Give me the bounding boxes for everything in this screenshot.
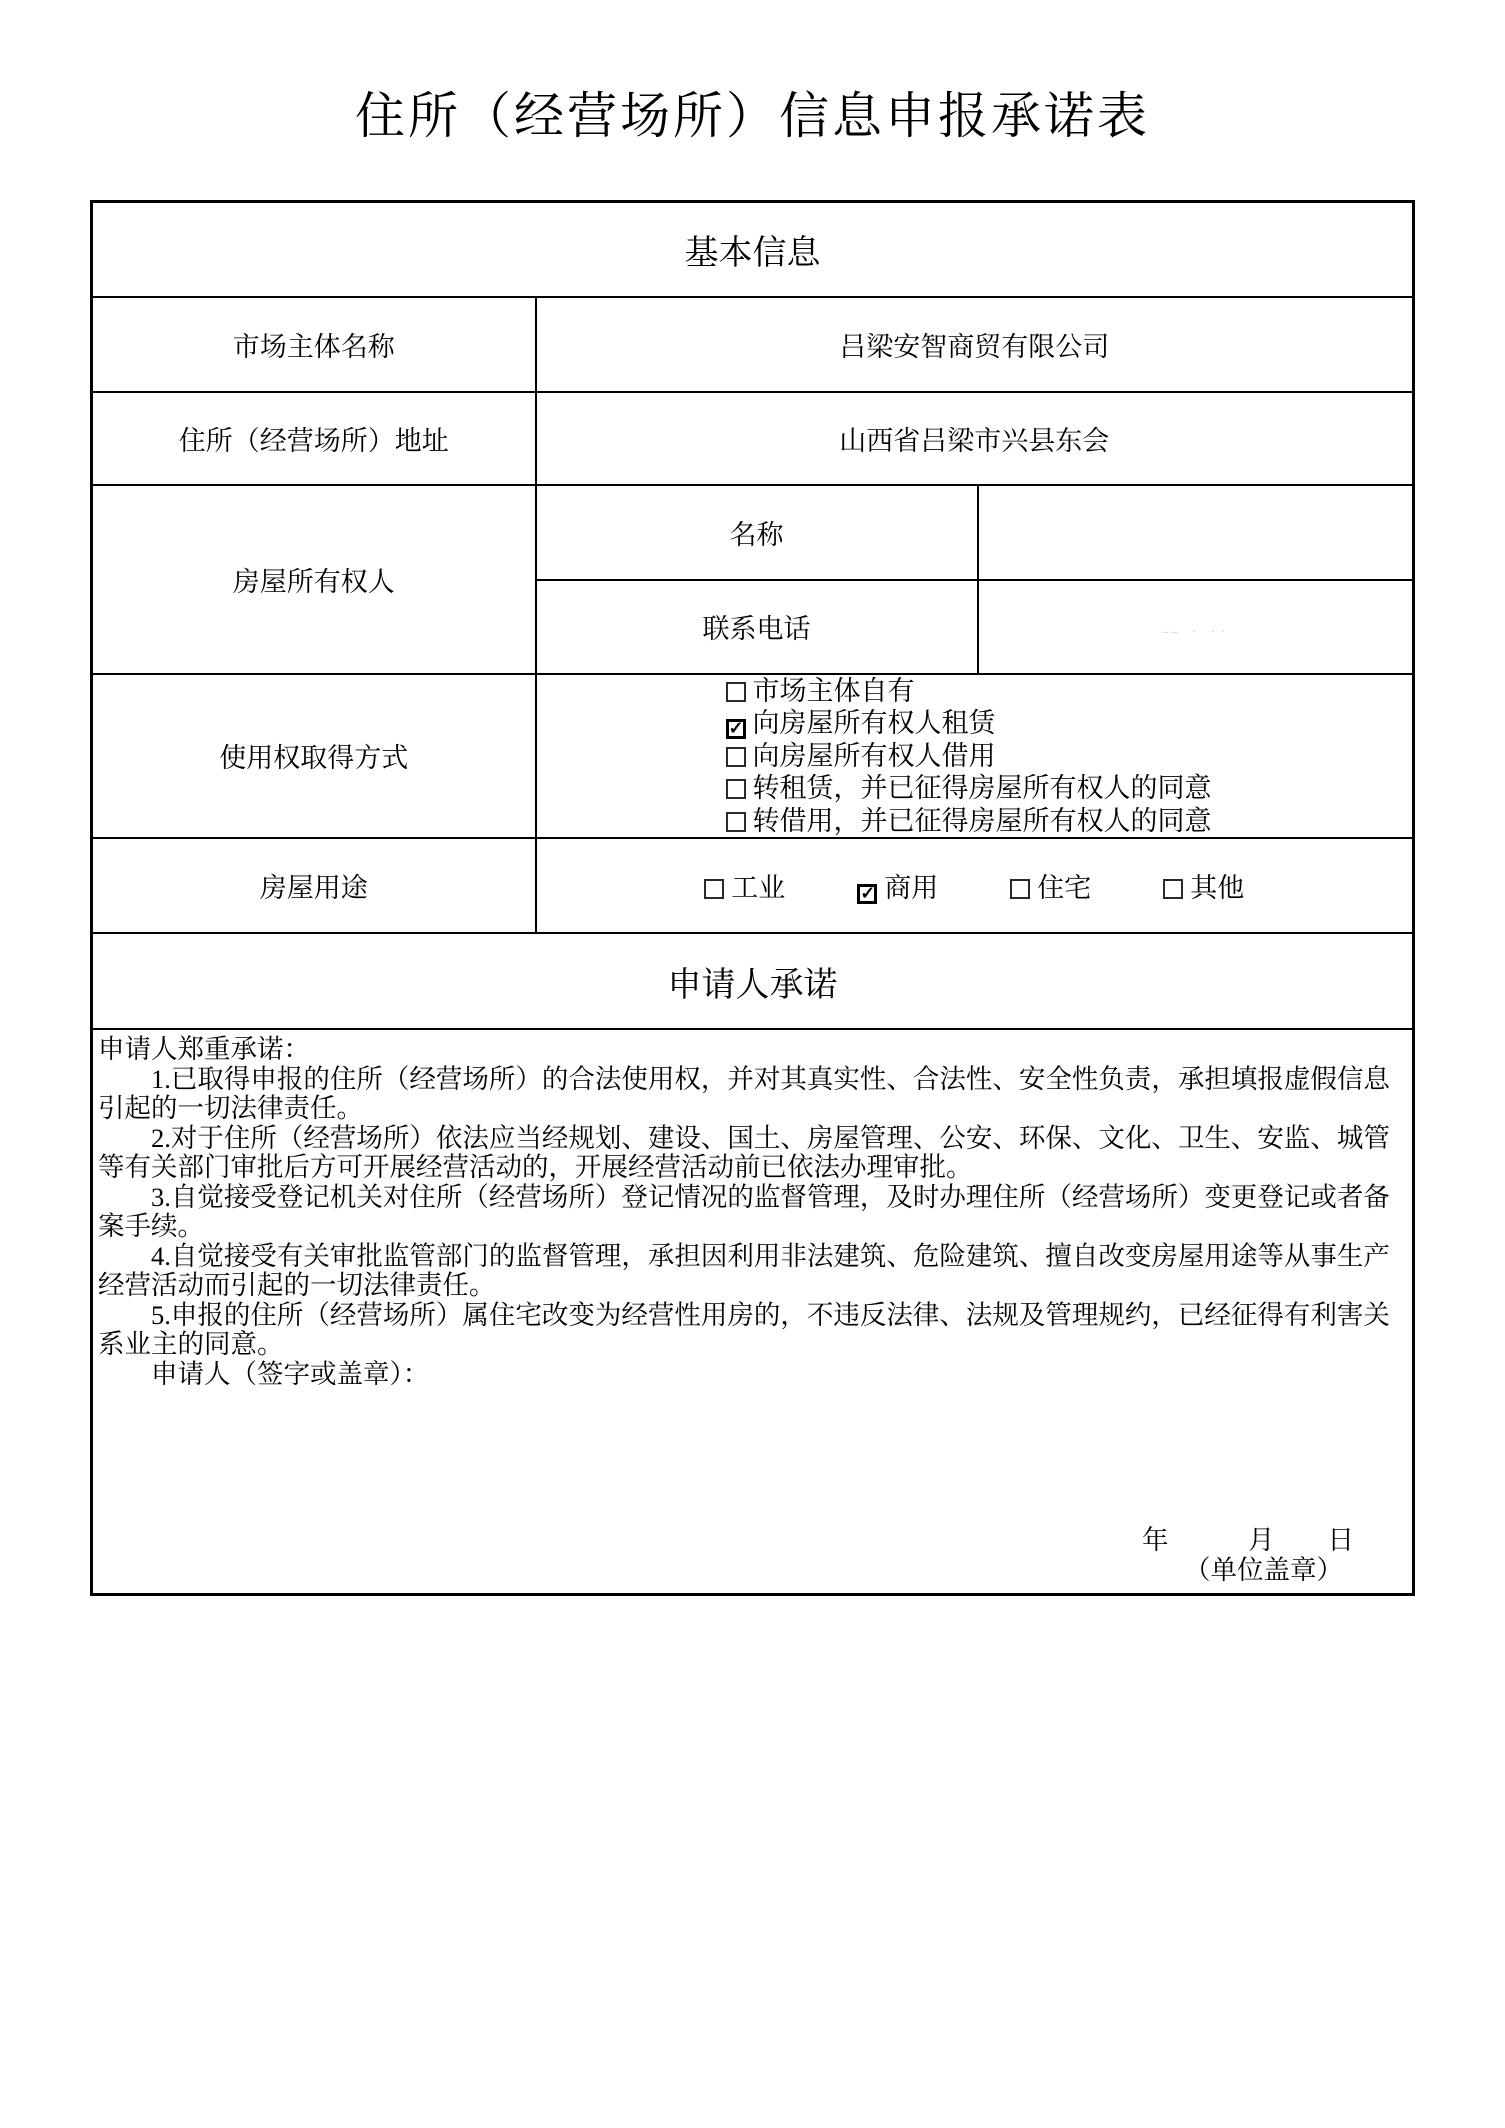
option-other bbox=[1163, 866, 1244, 905]
option-label: 向房屋所有权人借用 bbox=[752, 740, 996, 771]
option-residential bbox=[1010, 866, 1091, 905]
house-usage-options bbox=[537, 866, 1413, 905]
usage-rights-options bbox=[537, 675, 1413, 838]
pledge-text-block bbox=[93, 1030, 1412, 1591]
option-subborrow bbox=[726, 805, 1413, 838]
pledge-item-2: 2.对于住所（经营场所）依法应当经规划、建设、国土、房屋管理、公安、环保、文化、卫生、安监、城管等有关部门审批后方可开展经营活动的，开展经营活动前已依法办理审批。 bbox=[98, 1122, 1390, 1182]
row-usage-rights bbox=[92, 674, 1414, 839]
pledge-item-4: 4.自觉接受有关审批监管部门的监督管理，承担因利用非法建筑、危险建筑、擅自改变房屋用途等从事生产经营活动而引起的一切法律责任。 bbox=[98, 1240, 1390, 1300]
pledge-item-5: 5.申报的住所（经营场所）属住宅改变为经营性用房的，不违反法律、法规及管理规约，已经征得有利害关系业主的同意。 bbox=[98, 1299, 1390, 1359]
option-label: 住宅 bbox=[1037, 873, 1092, 903]
address-value: 山西省吕梁市兴县东会 bbox=[536, 392, 1414, 485]
form-title: 住所（经营场所）信息申报承诺表 bbox=[355, 88, 1150, 144]
owner-label: 房屋所有权人 bbox=[92, 485, 536, 674]
option-label: 工业 bbox=[731, 873, 786, 903]
option-label: 转租赁，并已征得房屋所有权人的同意 bbox=[752, 773, 1212, 803]
owner-name-value-field[interactable] bbox=[978, 485, 1414, 580]
option-label: 商用 bbox=[884, 873, 939, 903]
seal-line: （单位盖章） bbox=[1184, 1554, 1344, 1585]
row-house-usage bbox=[92, 838, 1414, 933]
checkbox-self-owned[interactable] bbox=[726, 682, 746, 702]
option-borrow-from-owner bbox=[726, 740, 1413, 773]
option-label: 市场主体自有 bbox=[752, 675, 915, 706]
checkbox-industrial[interactable] bbox=[704, 879, 724, 899]
address-label: 住所（经营场所）地址 bbox=[92, 392, 536, 485]
option-lease-from-owner bbox=[726, 707, 1413, 740]
section-basic-info-header: 基本信息 bbox=[92, 202, 1414, 297]
row-address bbox=[92, 392, 1414, 485]
entity-name-label: 市场主体名称 bbox=[92, 297, 536, 392]
house-usage-label: 房屋用途 bbox=[92, 838, 536, 933]
row-owner-name bbox=[92, 485, 1414, 580]
checkbox-other[interactable] bbox=[1163, 879, 1183, 899]
date-line: 年 月 日 bbox=[1142, 1525, 1355, 1555]
redacted-phone-marks: —— · ·· bbox=[1161, 625, 1229, 638]
signature-label: 申请人（签字或盖章）： bbox=[151, 1358, 430, 1389]
pledge-item-1: 1.已取得申报的住所（经营场所）的合法使用权，并对其真实性、合法性、安全性负责，承担填报虚假信息引起的一切法律责任。 bbox=[98, 1063, 1390, 1123]
signature-blank-area[interactable] bbox=[98, 1389, 1406, 1526]
usage-rights-label: 使用权取得方式 bbox=[92, 674, 536, 839]
option-commercial bbox=[857, 866, 938, 905]
option-sublease bbox=[726, 772, 1413, 805]
checkbox-lease-from-owner-checked[interactable]: ✓ bbox=[726, 719, 746, 739]
checkbox-borrow-from-owner[interactable] bbox=[726, 747, 746, 767]
option-label: 向房屋所有权人租赁 bbox=[752, 708, 996, 738]
option-label: 其他 bbox=[1190, 873, 1245, 903]
owner-phone-value-field[interactable] bbox=[978, 580, 1414, 674]
owner-phone-label: 联系电话 bbox=[536, 580, 978, 674]
checkbox-commercial-checked[interactable]: ✓ bbox=[857, 884, 877, 904]
option-self-owned bbox=[726, 675, 1413, 708]
entity-name-value: 吕梁安智商贸有限公司 bbox=[536, 297, 1414, 392]
checkbox-residential[interactable] bbox=[1010, 879, 1030, 899]
section-pledge-header: 申请人承诺 bbox=[92, 933, 1414, 1029]
option-industrial bbox=[704, 866, 785, 905]
checkbox-subborrow[interactable] bbox=[726, 812, 746, 832]
pledge-item-3: 3.自觉接受登记机关对住所（经营场所）登记情况的监督管理，及时办理住所（经营场所）变更登记或者备案手续。 bbox=[98, 1181, 1390, 1241]
owner-name-label: 名称 bbox=[536, 485, 978, 580]
pledge-intro: 申请人郑重承诺： bbox=[98, 1034, 310, 1064]
checkbox-sublease[interactable] bbox=[726, 779, 746, 799]
option-label: 转借用，并已征得房屋所有权人的同意 bbox=[752, 805, 1212, 836]
row-entity-name bbox=[92, 297, 1414, 392]
declaration-form-table bbox=[90, 200, 1415, 1596]
